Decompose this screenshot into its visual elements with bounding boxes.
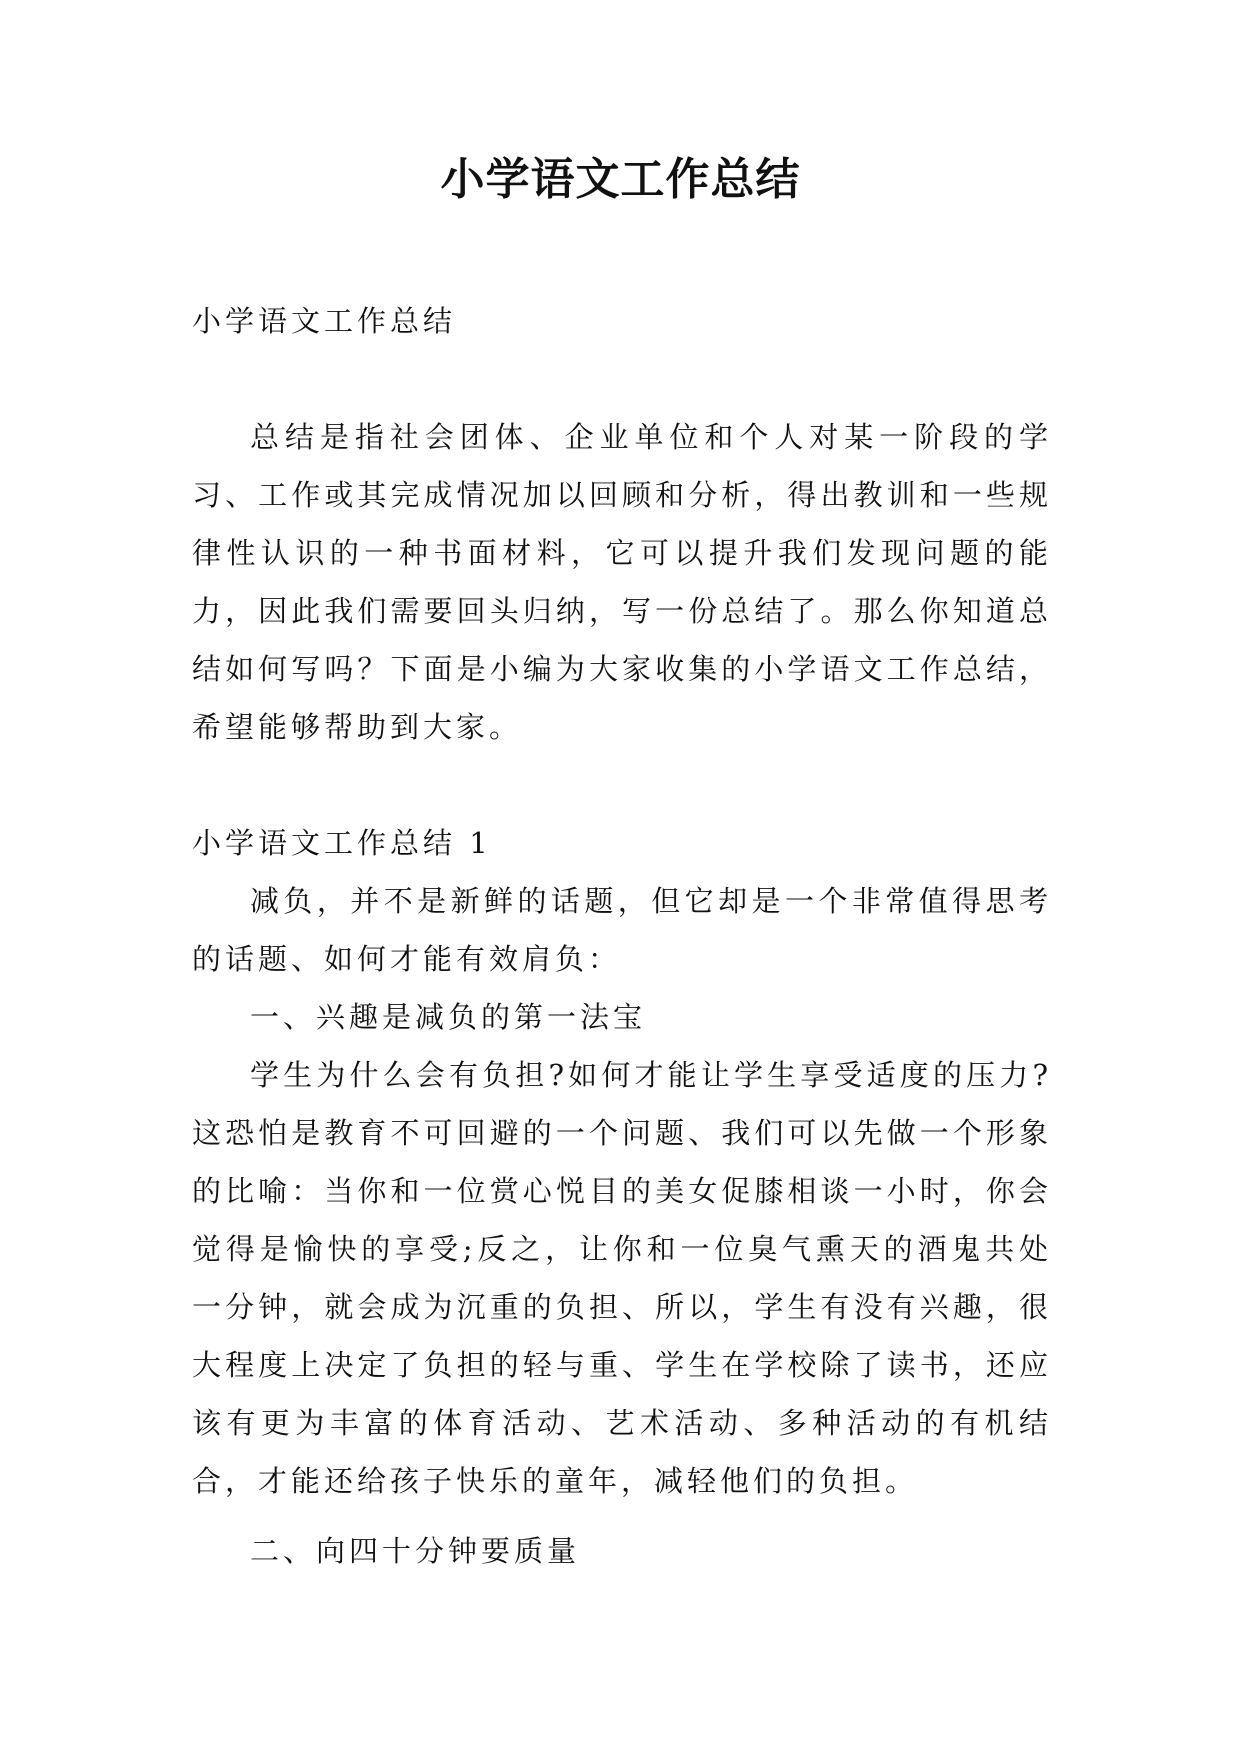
document-body bbox=[192, 292, 1052, 1580]
section-heading: 小学语文工作总结 1 bbox=[192, 826, 492, 860]
body-paragraph: 减负，并不是新鲜的话题，但它却是一个非常值得思考的话题、如何才能有效肩负： bbox=[192, 884, 1052, 976]
intro-paragraph: 总结是指社会团体、企业单位和个人对某一阶段的学习、工作或其完成情况加以回顾和分析，得出教训和一些规律性认识的一种书面材料，它可以提升我们发现问题的能力，因此我们需要回头归纳，写一份总结了。那么你知道总结如何写吗？下面是小编为大家收集的小学语文工作总结，希望能够帮助到大家。 bbox=[192, 420, 1052, 744]
document-title: 小学语文工作总结 bbox=[440, 154, 801, 205]
subheading-forty-minutes: 二、向四十分钟要质量 bbox=[250, 1534, 581, 1568]
subheading-interest: 一、兴趣是减负的第一法宝 bbox=[250, 1000, 647, 1034]
document-subtitle: 小学语文工作总结 bbox=[192, 304, 457, 338]
body-paragraph: 学生为什么会有负担?如何才能让学生享受适度的压力?这恐怕是教育不可回避的一个问题、我们可以先做一个形象的比喻：当你和一位赏心悦目的美女促膝相谈一小时，你会觉得是愉快的享受;反之，让你和一位臭气熏天的酒鬼共处一分钟，就会成为沉重的负担、所以，学生有没有兴趣，很大程度上决定了负担的轻与重、学生在学校除了读书，还应该有更为丰富的体育活动、艺术活动、多种活动的有机结合，才能还给孩子快乐的童年，减轻他们的负担。 bbox=[192, 1058, 1052, 1498]
